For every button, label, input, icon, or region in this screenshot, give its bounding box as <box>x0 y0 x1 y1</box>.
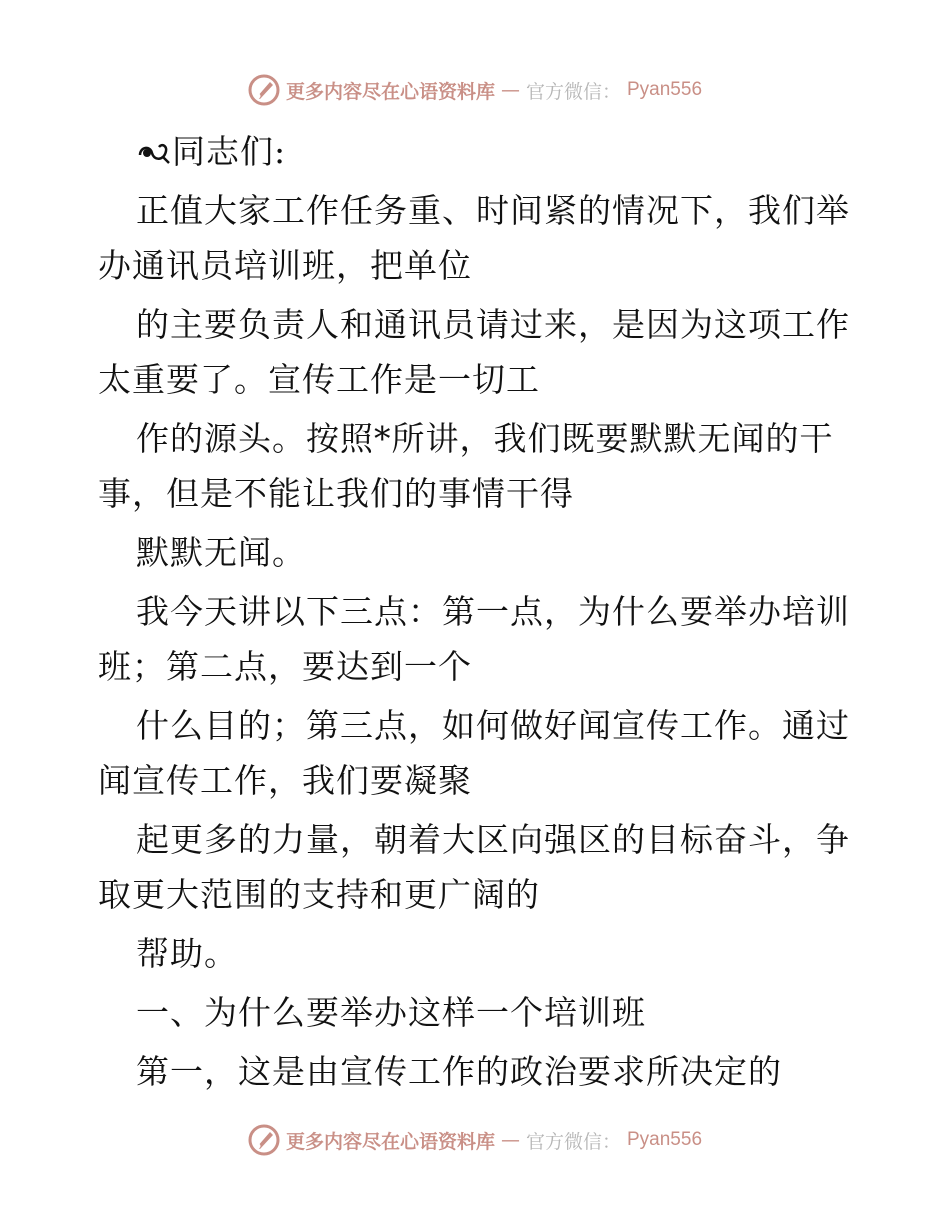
watermark-sub: 官方微信： <box>525 80 621 103</box>
watermark-dash: — <box>500 1129 520 1151</box>
paragraph-line: 取更大范围的支持和更广阔的 <box>98 875 540 914</box>
quill-pen-icon <box>248 1124 280 1156</box>
paragraph-line: 帮助。 <box>136 934 238 973</box>
paragraph-line: 我今天讲以下三点：第一点，为什么要举办培训 <box>136 592 850 631</box>
footer-watermark <box>0 1120 950 1160</box>
paragraph-line: 默默无闻。 <box>136 533 306 572</box>
paragraph-line: 什么目的；第三点，如何做好闻宣传工作。通过 <box>136 706 850 745</box>
paragraph-line: 第一，这是由宣传工作的政治要求所决定的 <box>136 1052 782 1091</box>
ornament-bullet-icon <box>136 137 172 167</box>
paragraph-line: 闻宣传工作，我们要凝聚 <box>98 761 472 800</box>
watermark-dash: — <box>500 79 520 101</box>
document-body <box>98 124 858 1099</box>
paragraph-line: 办通讯员培训班，把单位 <box>98 246 472 285</box>
paragraph-line: 的主要负责人和通讯员请过来，是因为这项工作 <box>136 305 850 344</box>
greeting-text: 同志们: <box>172 132 287 171</box>
watermark-id: Pyan556 <box>627 79 703 100</box>
paragraph-line: 太重要了。宣传工作是一切工 <box>98 360 540 399</box>
paragraph-line: 起更多的力量，朝着大区向强区的目标奋斗，争 <box>136 820 850 859</box>
paragraph-line: 事，但是不能让我们的事情干得 <box>98 474 574 513</box>
section-heading: 一、为什么要举办这样一个培训班 <box>136 993 646 1032</box>
paragraph-line: 班；第二点，要达到一个 <box>98 647 472 686</box>
watermark-id: Pyan556 <box>627 1129 703 1150</box>
header-watermark <box>0 70 950 110</box>
quill-pen-icon <box>248 74 280 106</box>
watermark-sub: 官方微信： <box>525 1130 621 1153</box>
paragraph-line: 正值大家工作任务重、时间紧的情况下，我们举 <box>136 191 850 230</box>
watermark-brand: 更多内容尽在心语资料库 <box>285 80 495 103</box>
watermark-brand: 更多内容尽在心语资料库 <box>285 1130 495 1153</box>
greeting-line <box>98 124 858 179</box>
paragraph-line: 作的源头。按照*所讲，我们既要默默无闻的干 <box>136 419 834 458</box>
